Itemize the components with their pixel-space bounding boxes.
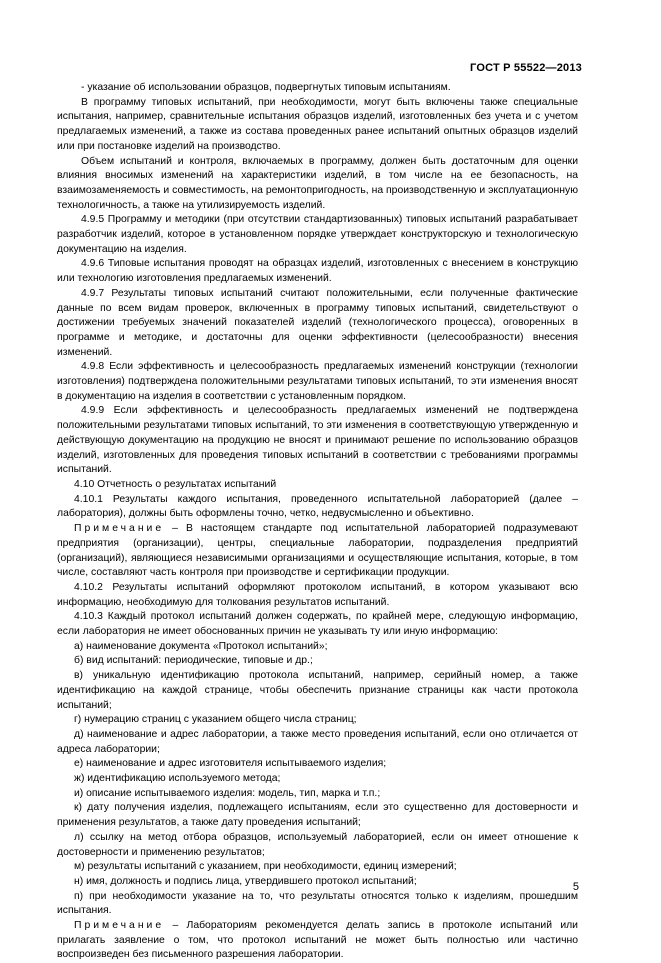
paragraph: л) ссылку на метод отбора образцов, используемый лабораторией, если он имеет отношение к достоверности и применению результатов; bbox=[57, 831, 578, 858]
paragraph: Объем испытаний и контроля, включаемых в программу, должен быть достаточным для оценки влияния вносимых изменений на характеристики изделий, в том числе на ее безопасность, на взаимозаменяемость и совместимость, на ремонтопригодность, на производственную и эксплуатационную технологичность, а также на утилизируемость изделий. bbox=[57, 155, 578, 211]
paragraph: В программу типовых испытаний, при необходимости, могут быть включены также специальные испытания, например, сравнительные испытания образцов изделий, изготовленных без учета и с учетом предлагаемых изменений, а также из состава проведенных ранее испытаний опытных образцов изделий или при постановке изделий на производство. bbox=[57, 96, 578, 152]
page-number: 5 bbox=[572, 881, 579, 893]
note-paragraph bbox=[57, 522, 578, 581]
document-body bbox=[57, 81, 578, 963]
note-label: Примечание bbox=[74, 523, 165, 535]
paragraph: е) наименование и адрес изготовителя испытываемого изделия; bbox=[74, 758, 387, 770]
paragraph: п) при необходимости указание на то, что результаты относятся только к изделиям, прошедшим испытания. bbox=[57, 890, 578, 917]
note-label: Примечание bbox=[74, 920, 165, 932]
paragraph: б) вид испытаний: периодические, типовые и др.; bbox=[74, 655, 313, 667]
paragraph: д) наименование и адрес лаборатории, а также место проведения испытаний, если оно отличается от адреса лаборатории; bbox=[57, 728, 578, 755]
paragraph: 4.10.1 Результаты каждого испытания, проведенного испытательной лабораторией (далее – лаборатория), должны быть оформлены точно, четко, недвусмысленно и объективно. bbox=[57, 493, 578, 520]
paragraph: 4.10.3 Каждый протокол испытаний должен содержать, по крайней мере, следующую информацию, если лаборатория не имеет обоснованных причин не указывать ту или иную информацию: bbox=[57, 611, 578, 638]
paragraph: 4.10 Отчетность о результатах испытаний bbox=[74, 478, 277, 490]
standard-header: ГОСТ Р 55522—2013 bbox=[470, 62, 582, 74]
paragraph: 4.9.6 Типовые испытания проводят на образцах изделий, изготовленных с внесением в конструкцию или технологию изготовления предлагаемых изменений. bbox=[57, 258, 578, 285]
paragraph: м) результаты испытаний с указанием, при необходимости, единиц измерений; bbox=[74, 861, 457, 873]
paragraph: 4.9.9 Если эффективность и целесообразность предлагаемых изменений не подтверждена положительными результатами типовых испытаний, то эти изменения в соответствующую утвержденную и действующую документацию на продукцию не вносят и принимают решение по использованию образцов изделий, изготовленных для проведения типовых испытаний в соответствии с требованиями программы испытаний. bbox=[57, 405, 578, 476]
paragraph: ж) идентификацию используемого метода; bbox=[74, 773, 281, 785]
paragraph: 4.9.5 Программу и методики (при отсутствии стандартизованных) типовых испытаний разрабатывает разработчик изделий, которое в установленном порядке утверждает конструкторскую и технологическую документацию на изделия. bbox=[57, 214, 578, 255]
paragraph: 4.10.2 Результаты испытаний оформляют протоколом испытаний, в котором указывают всю информацию, необходимую для толкования результатов испытаний. bbox=[57, 581, 578, 608]
paragraph: а) наименование документа «Протокол испытаний»; bbox=[74, 640, 328, 652]
note-text: – Лабораториям рекомендуется делать запись в протоколе испытаний или прилагать заявление о том, что протокол испытаний не может быть полностью или частично воспроизведен без письменного разрешения лаборатории. bbox=[57, 920, 578, 961]
paragraph: к) дату получения изделия, подлежащего испытаниям, если это существенно для достоверности и применения результатов, а также дату проведения испытаний; bbox=[57, 802, 578, 829]
paragraph: 4.9.8 Если эффективность и целесообразность предлагаемых изменений конструкции (технологии изготовления) подтверждена положительными результатами типовых испытаний, то эти изменения вносят в документацию на изделия в соответствии с установленным порядком. bbox=[57, 361, 578, 402]
paragraph: - указание об использовании образцов, подвергнутых типовым испытаниям. bbox=[81, 82, 451, 93]
note-text: – В настоящем стандарте под испытательной лабораторией подразумевают предприятия (организации), центры, специальные лаборатории, подразделения предприятий (организаций), являющиеся независимыми организациями и осуществляющие испытания, которые, в том числе, составляют часть контроля при производстве и сертификации продукции. bbox=[57, 523, 578, 579]
paragraph: 4.9.7 Результаты типовых испытаний считают положительными, если полученные фактические данные по всем видам проверок, включенных в программу типовых испытаний, свидетельствуют о достижении требуемых значений показателей изделий (технологического процесса), оговоренных в программе и методике, и достаточны для оценки эффективности (целесообразности) внесения изменений. bbox=[57, 287, 578, 358]
paragraph: г) нумерацию страниц с указанием общего числа страниц; bbox=[74, 714, 357, 726]
paragraph: в) уникальную идентификацию протокола испытаний, например, серийный номер, а также идентификацию на каждой странице, чтобы обеспечить признание страницы как части протокола испытаний; bbox=[57, 670, 578, 711]
paragraph: н) имя, должность и подпись лица, утвердившего протокол испытаний; bbox=[74, 875, 417, 887]
paragraph: и) описание испытываемого изделия: модель, тип, марка и т.п.; bbox=[74, 787, 381, 799]
note-paragraph bbox=[57, 919, 578, 963]
